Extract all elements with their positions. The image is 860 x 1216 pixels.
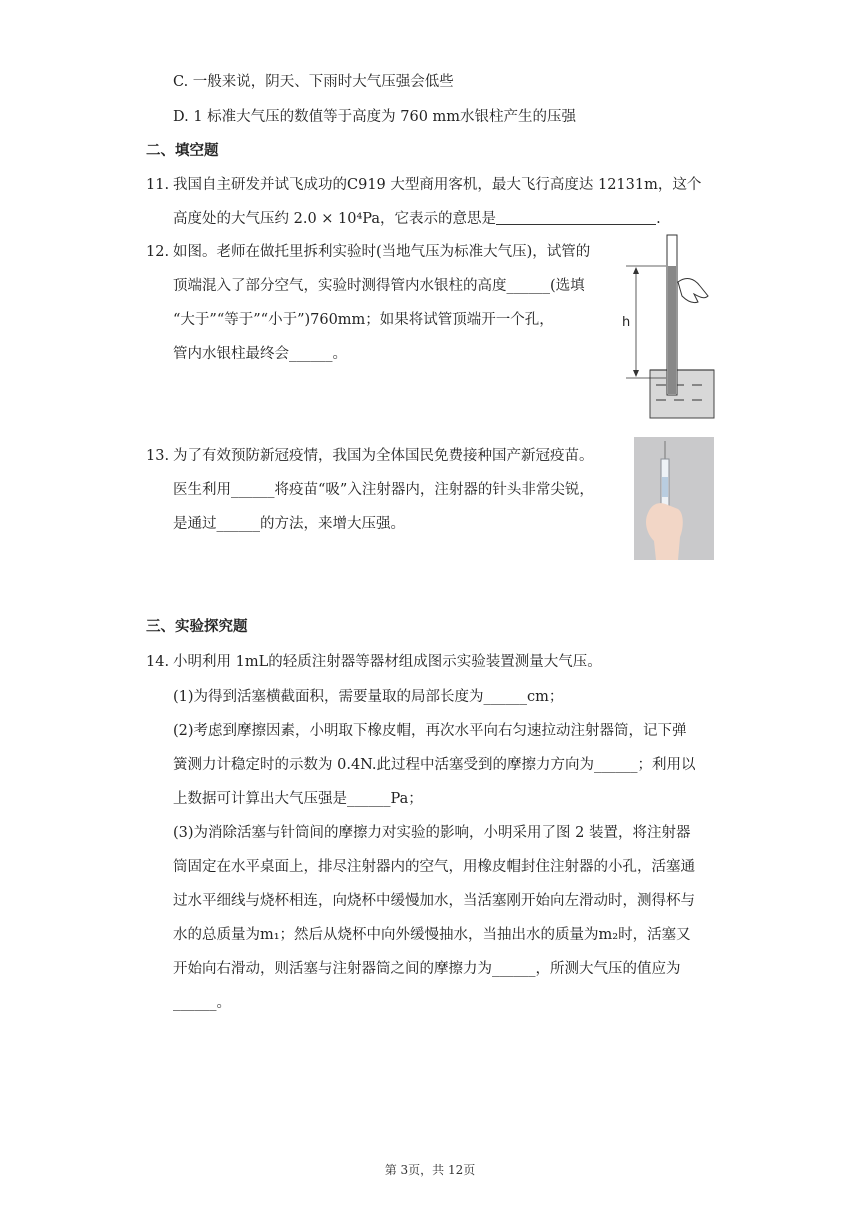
question-13-number: 13. (146, 448, 170, 464)
question-14-part-3-line-1: (3)为消除活塞与针筒间的摩擦力对实验的影响，小明采用了图 2 装置，将注射器 (173, 825, 691, 841)
question-11-line-2 (173, 209, 661, 229)
question-14-part-3-line-4: 水的总质量为m₁；然后从烧杯中向外缓慢抽水，当抽出水的质量为m₂时，活塞又 (173, 927, 691, 943)
question-13-line-1: 为了有效预防新冠疫情，我国为全体国民免费接种国产新冠疫苗。 (173, 448, 594, 464)
question-11-line-1: 我国自主研发并试飞成功的C919 大型商用客机，最大飞行高度达 12131m，这个 (173, 177, 702, 193)
section-experiment-heading: 三、实验探究题 (146, 618, 248, 635)
question-14-part-3-line-2: 筒固定在水平桌面上，排尽注射器内的空气，用橡皮帽封住注射器的小孔，活塞通 (173, 859, 695, 875)
hand-icon (678, 279, 708, 303)
question-11-number: 11. (146, 177, 170, 193)
question-14-line-1: 小明利用 1mL的轻质注射器等器材组成图示实验装置测量大气压。 (173, 654, 602, 670)
question-14-number: 14. (146, 654, 170, 670)
mercury-column (668, 266, 676, 394)
page-footer: 第 3页，共 12页 (384, 1163, 476, 1177)
option-d: D. 1 标准大气压的数值等于高度为 760 mm水银柱产生的压强 (173, 109, 577, 125)
question-14-part-2-line-1: (2)考虑到摩擦因素，小明取下橡皮帽，再次水平向右匀速拉动注射器筒，记下弹 (173, 723, 687, 739)
question-12-line-2: 顶端混入了部分空气，实验时测得管内水银柱的高度______(选填 (173, 278, 585, 294)
question-14-part-3-line-5: 开始向右滑动，则活塞与注射器筒之间的摩擦力为______，所测大气压的值应为 (173, 961, 681, 977)
torricelli-experiment-figure (620, 230, 720, 425)
question-12-line-3: “大于”“等于”“小于”)760mm；如果将试管顶端开一个孔， (173, 312, 554, 328)
question-11-line-2-end: . (656, 211, 661, 227)
answer-blank (496, 210, 656, 225)
height-label: h (622, 315, 631, 330)
question-11-line-2-text: 高度处的大气压约 2.0 × 10⁴Pa，它表示的意思是 (173, 211, 497, 227)
option-c: C. 一般来说，阴天、下雨时大气压强会低些 (173, 74, 454, 90)
question-12-line-4: 管内水银柱最终会______。 (173, 346, 347, 362)
question-14-part-2-line-3: 上数据可计算出大气压强是______Pa； (173, 791, 423, 807)
question-12-line-1: 如图。老师在做托里拆利实验时(当地气压为标准大气压)，试管的 (173, 244, 591, 260)
syringe-photo (634, 437, 714, 560)
section-fill-in-heading: 二、填空题 (146, 142, 219, 159)
question-13-line-3: 是通过______的方法，来增大压强。 (173, 516, 405, 532)
question-14-part-3-line-6: ______。 (173, 995, 231, 1011)
question-14-part-1: (1)为得到活塞横截面积，需要量取的局部长度为______cm； (173, 689, 564, 705)
question-12-number: 12. (146, 244, 170, 260)
question-14-part-2-line-2: 簧测力计稳定时的示数为 0.4N.此过程中活塞受到的摩擦力方向为______；利用以 (173, 757, 696, 773)
mercury-dish (650, 370, 714, 418)
question-14-part-3-line-3: 过水平细线与烧杯相连，向烧杯中缓慢加水，当活塞刚开始向左滑动时，测得杯与 (173, 893, 695, 909)
question-13-line-2: 医生利用______将疫苗“吸”入注射器内，注射器的针头非常尖锐， (173, 482, 594, 498)
